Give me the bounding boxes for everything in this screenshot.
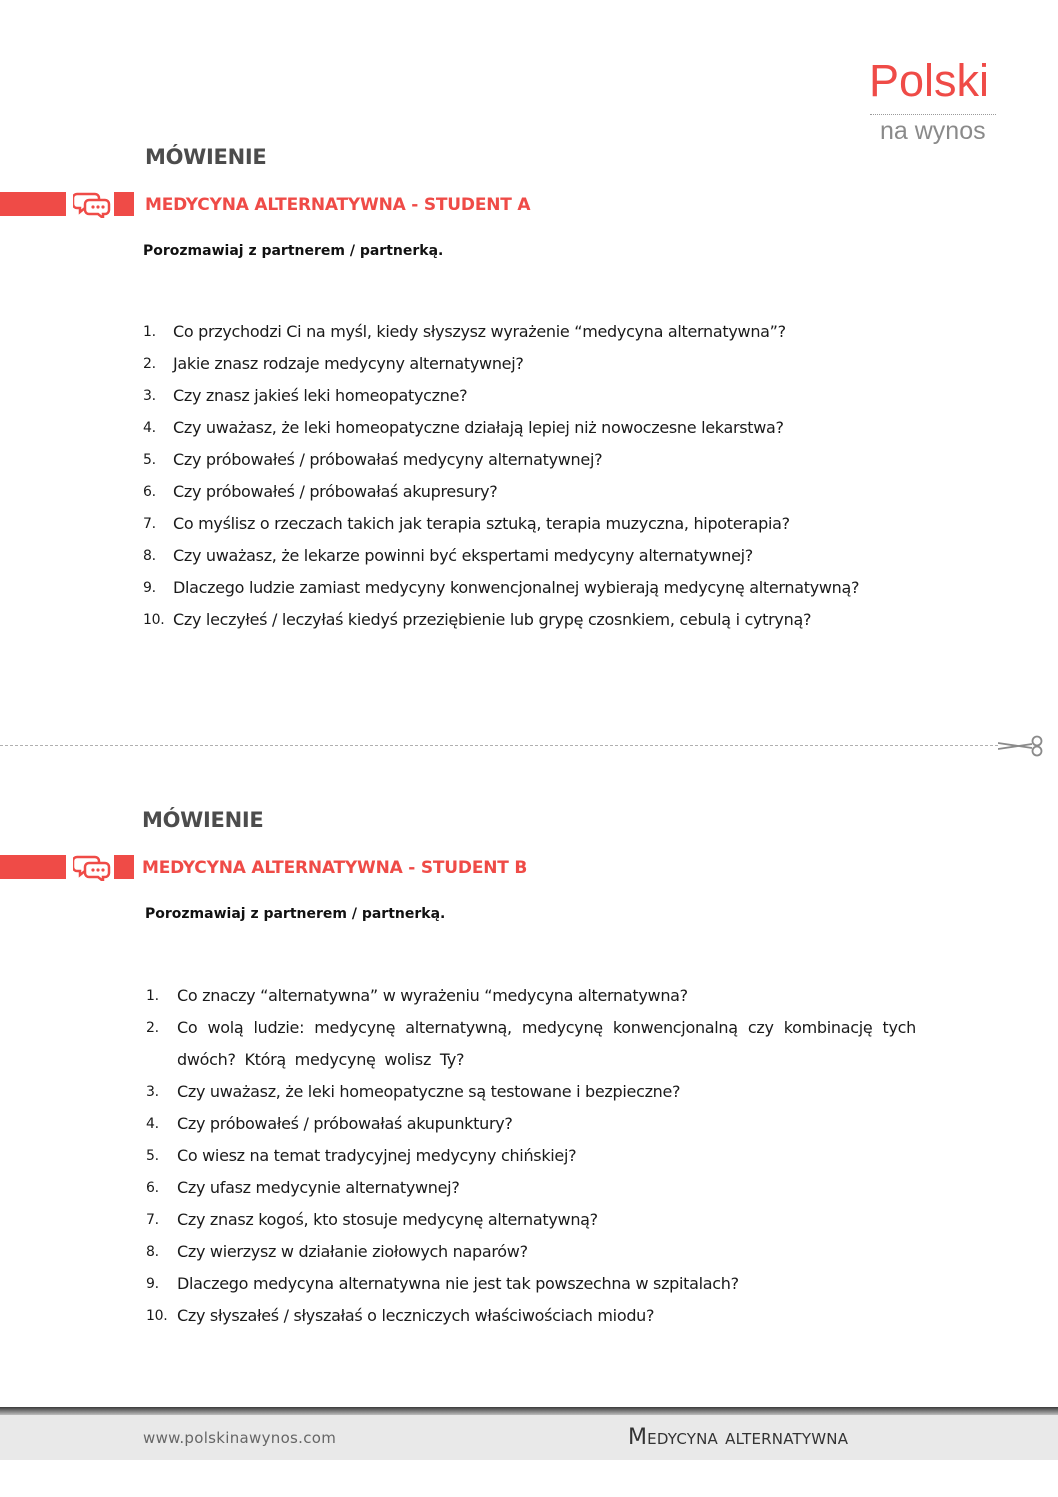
question-number: 1. xyxy=(143,324,156,340)
list-item xyxy=(146,1076,916,1108)
question-number: 8. xyxy=(143,548,156,564)
question-text: Czy uważasz, że leki homeopatyczne działają lepiej niż nowoczesne lekarstwa? xyxy=(173,418,784,437)
question-text: Czy wierzysz w działanie ziołowych naparów? xyxy=(177,1242,528,1261)
question-text: Czy leczyłeś / leczyłaś kiedyś przeziębienie lub grypę czosnkiem, cebulą i cytryną? xyxy=(173,610,812,629)
list-item xyxy=(146,1300,916,1332)
list-item xyxy=(146,1236,916,1268)
question-text: Co przychodzi Ci na myśl, kiedy słyszysz wyrażenie “medycyna alternatywna”? xyxy=(173,322,786,341)
question-number: 2. xyxy=(143,356,156,372)
list-item xyxy=(146,1204,916,1236)
question-text: Co wolą ludzie: medycynę alternatywną, medycynę konwencjonalną czy kombinację tych dwóch? Którą medycynę wolisz Ty? xyxy=(177,1018,916,1069)
section-a-subtitle: MEDYCYNA ALTERNATYWNA - STUDENT A xyxy=(145,195,531,215)
list-item xyxy=(146,1268,916,1300)
list-item xyxy=(146,1012,916,1076)
list-item xyxy=(143,380,943,412)
question-text: Czy uważasz, że leki homeopatyczne są testowane i bezpieczne? xyxy=(177,1082,681,1101)
section-b-red-marker xyxy=(114,855,134,879)
list-item xyxy=(143,604,943,636)
list-item xyxy=(143,540,943,572)
section-b-question-list xyxy=(146,980,916,1332)
list-item xyxy=(143,572,943,604)
question-number: 7. xyxy=(146,1212,159,1228)
question-number: 2. xyxy=(146,1020,159,1036)
question-text: Dlaczego medycyna alternatywna nie jest tak powszechna w szpitalach? xyxy=(177,1274,739,1293)
section-b-red-bar xyxy=(0,855,66,879)
question-text: Czy próbowałeś / próbowałaś akupunktury? xyxy=(177,1114,513,1133)
section-b-instruction: Porozmawiaj z partnerem / partnerką. xyxy=(145,906,446,922)
section-b-heading: MÓWIENIE xyxy=(142,808,264,832)
logo-sub: na wynos xyxy=(880,117,986,145)
logo-main: Polski xyxy=(869,55,990,106)
list-item xyxy=(143,316,943,348)
list-item xyxy=(143,444,943,476)
logo-divider xyxy=(870,114,996,115)
question-number: 3. xyxy=(146,1084,159,1100)
list-item xyxy=(146,980,916,1012)
question-number: 9. xyxy=(143,580,156,596)
question-number: 1. xyxy=(146,988,159,1004)
question-text: Czy znasz kogoś, kto stosuje medycynę alternatywną? xyxy=(177,1210,598,1229)
question-number: 10. xyxy=(146,1308,168,1324)
question-number: 5. xyxy=(146,1148,159,1164)
list-item xyxy=(143,348,943,380)
question-number: 9. xyxy=(146,1276,159,1292)
question-text: Czy próbowałeś / próbowałaś akupresury? xyxy=(173,482,498,501)
question-text: Czy znasz jakieś leki homeopatyczne? xyxy=(173,386,468,405)
question-text: Co myślisz o rzeczach takich jak terapia sztuką, terapia muzyczna, hipoterapia? xyxy=(173,514,790,533)
question-text: Czy próbowałeś / próbowałaś medycyny alternatywnej? xyxy=(173,450,603,469)
section-a-question-list xyxy=(143,316,943,636)
list-item xyxy=(146,1172,916,1204)
section-a-heading: MÓWIENIE xyxy=(145,145,267,169)
question-number: 3. xyxy=(143,388,156,404)
question-text: Jakie znasz rodzaje medycyny alternatywnej? xyxy=(173,354,524,373)
question-text: Czy uważasz, że lekarze powinni być ekspertami medycyny alternatywnej? xyxy=(173,546,753,565)
question-number: 6. xyxy=(143,484,156,500)
footer-rule xyxy=(0,1407,1058,1415)
question-number: 4. xyxy=(146,1116,159,1132)
question-text: Co znaczy “alternatywna” w wyrażeniu “medycyna alternatywna? xyxy=(177,986,688,1005)
question-text: Czy ufasz medycynie alternatywnej? xyxy=(177,1178,460,1197)
footer-title: Medycyna alternatywna xyxy=(628,1425,849,1450)
scissors-icon xyxy=(998,735,1046,757)
question-text: Czy słyszałeś / słyszałaś o leczniczych właściwościach miodu? xyxy=(177,1306,655,1325)
list-item xyxy=(143,412,943,444)
cut-line xyxy=(0,745,998,746)
question-number: 7. xyxy=(143,516,156,532)
section-a-red-marker xyxy=(114,192,134,216)
question-text: Dlaczego ludzie zamiast medycyny konwencjonalnej wybierają medycynę alternatywną? xyxy=(173,578,860,597)
list-item xyxy=(143,476,943,508)
question-number: 5. xyxy=(143,452,156,468)
question-number: 4. xyxy=(143,420,156,436)
footer-url: www.polskinawynos.com xyxy=(143,1429,337,1447)
question-text: Co wiesz na temat tradycyjnej medycyny chińskiej? xyxy=(177,1146,577,1165)
section-b-subtitle: MEDYCYNA ALTERNATYWNA - STUDENT B xyxy=(142,858,528,878)
list-item xyxy=(146,1140,916,1172)
section-a-instruction: Porozmawiaj z partnerem / partnerką. xyxy=(143,243,444,259)
question-number: 10. xyxy=(143,612,165,628)
list-item xyxy=(146,1108,916,1140)
section-a-red-bar xyxy=(0,192,66,216)
question-number: 8. xyxy=(146,1244,159,1260)
list-item xyxy=(143,508,943,540)
question-number: 6. xyxy=(146,1180,159,1196)
speech-bubbles-icon xyxy=(73,190,111,218)
speech-bubbles-icon xyxy=(73,853,111,881)
